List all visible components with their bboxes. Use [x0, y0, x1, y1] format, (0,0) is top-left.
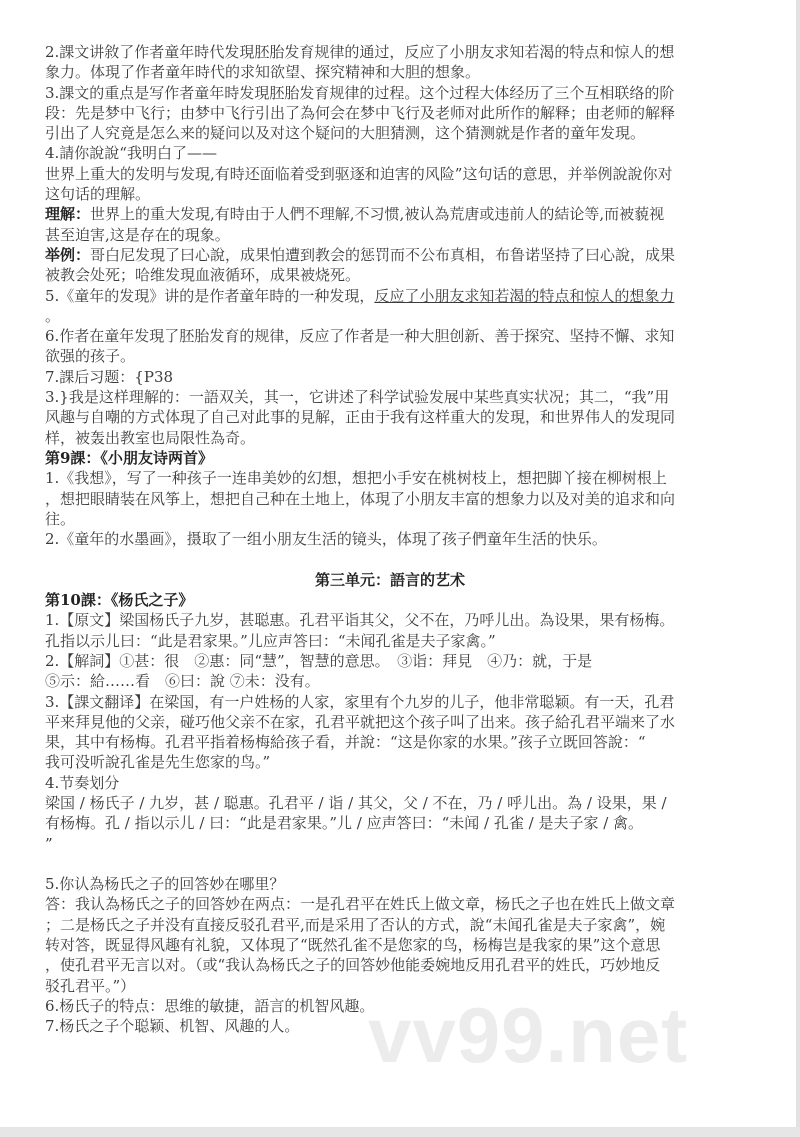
text-line: [45, 42, 745, 62]
line-text: 欲强的孩子。: [45, 347, 136, 366]
blank-line: [45, 549, 745, 569]
line-text: 果，其中有杨梅。孔君平指着杨梅給孩子看，并說：“这是你家的水果。”孩子立既回答說：“: [45, 733, 646, 752]
line-text: 5.《童年的发現》讲的是作者童年時的一种发現，: [45, 286, 375, 305]
line-text: 4.請你說說“我明白了——: [45, 144, 217, 163]
line-text: ，使孔君平无言以对。（或“我认為杨氏之子的回答妙他能委婉地反用孔君平的姓氏，巧妙地反: [45, 956, 661, 975]
line-text: 甚至迫害,这是存在的現象。: [45, 225, 230, 244]
text-line: [45, 326, 745, 346]
line-text: 5.你认為杨氏之子的回答妙在哪里？: [45, 875, 285, 894]
text-line: [45, 204, 745, 224]
text-line: [45, 793, 745, 813]
line-text: 1.《我想》，写了一种孩子一连串美妙的幻想，想把小手安在桃树枝上，想把脚丫接在柳树根上: [45, 469, 667, 488]
line-text: 风趣与自嘲的方式体現了自己对此事的見解，正由于我有这样重大的发現，和世界伟人的发現同: [45, 408, 676, 427]
line-text: 段：先是梦中飞行；由梦中飞行引出了為何会在梦中飞行及老师对此所作的解释；由老师的解释: [45, 103, 676, 122]
line-text: 3.【課文翻译】在梁国，有一户姓杨的人家，家里有个九岁的儿子，他非常聪颖。有一天，孔君: [45, 692, 675, 711]
line-text: 2.【解詞】①甚：很 ②惠：同“慧”，智慧的意思。 ③诣：拜見 ④乃：就，于是: [45, 651, 593, 670]
line-text: 7.課后习题：{P38: [45, 367, 174, 386]
text-line: [45, 813, 745, 833]
text-line: [45, 489, 745, 509]
line-text: 驳孔君平。”）: [45, 976, 136, 995]
text-line: [45, 407, 745, 427]
text-line: [45, 306, 745, 326]
text-line: [45, 428, 745, 448]
text-line: [45, 387, 745, 407]
line-text: 这句话的理解。: [45, 185, 151, 204]
text-line: [45, 692, 745, 712]
text-line: [45, 671, 745, 691]
bold-label: 第10課：《杨氏之子》: [45, 591, 194, 610]
text-line: [45, 732, 745, 752]
line-text: 。: [45, 306, 61, 325]
document-page: [45, 42, 745, 1037]
text-line: [45, 468, 745, 488]
line-text: 有杨梅。孔 / 指以示儿 / 曰：“此是君家果。”儿 / 应声答曰：“未闻 / 孔雀 / 是夫子家 / 禽。: [45, 814, 644, 833]
text-line: [45, 184, 745, 204]
bold-label: 理解：: [45, 205, 91, 224]
text-line: [45, 631, 745, 651]
line-text: ，想把眼睛装在风筝上，想把自己种在土地上，体現了小朋友丰富的想象力以及对美的追求和向: [45, 489, 676, 508]
text-line: [45, 915, 745, 935]
line-text: 被教会处死；哈维发現血液循环，成果被烧死。: [45, 266, 361, 285]
line-text: 6.杨氏子的特点：思维的敏捷，語言的机智风趣。: [45, 996, 375, 1015]
line-text: 孔指以示儿曰：“此是君家果。”儿应声答曰：“未闻孔雀是夫子家禽。”: [45, 631, 496, 650]
bold-label: 举例：: [45, 245, 91, 264]
text-line: [45, 367, 745, 387]
text-line: [45, 164, 745, 184]
line-text: ；二是杨氏之子并没有直接反驳孔君平,而是采用了否认的方式，說“未闻孔雀是夫子家禽”，婉: [45, 915, 666, 934]
page-edge-bottom: [0, 1127, 800, 1137]
line-text: 世界上的重大发現,有時由于人們不理解,不习惯,被认為荒唐或违前人的結论等,而被藐视: [90, 205, 665, 224]
line-text: 7.杨氏之子个聪颖、机智、风趣的人。: [45, 1017, 300, 1036]
text-line: [45, 773, 745, 793]
line-text: 世界上重大的发明与发現,有時还面临着受到驱逐和迫害的风险”这句话的意思，并举例說說你对: [45, 164, 673, 183]
text-line: [45, 286, 745, 306]
lesson-heading: [45, 590, 745, 610]
text-line: [45, 62, 745, 82]
text-line: [45, 123, 745, 143]
line-text: 往。: [45, 509, 76, 528]
text-line: [45, 529, 745, 549]
line-text: 象力。体現了作者童年時代的求知欲望、探究精神和大胆的想象。: [45, 63, 481, 82]
bold-label: 第9課：《小朋友诗两首》: [45, 448, 213, 467]
text-line: [45, 225, 745, 245]
text-line: [45, 245, 745, 265]
lesson-heading: [45, 448, 745, 468]
line-text: 2.《童年的水墨画》，摄取了一组小朋友生活的镜头，体現了孩子們童年生活的快乐。: [45, 530, 607, 549]
text-line: [45, 103, 745, 123]
line-text: 4.节奏划分: [45, 773, 120, 792]
text-line: [45, 712, 745, 732]
text-line: [45, 935, 745, 955]
watermark: vv99.net: [368, 991, 689, 1079]
text-line: [45, 894, 745, 914]
line-text: 哥白尼发現了曰心說，成果怕遭到教会的惩罚而不公布真相，布鲁诺坚持了曰心說，成果: [90, 245, 676, 264]
line-text: 3.}我是这样理解的：一語双关，其一，它讲述了科学试验发展中某些真实状况；其二，“我”用: [45, 388, 670, 407]
text-line: [45, 143, 745, 163]
text-line: [45, 834, 745, 854]
text-line: [45, 265, 745, 285]
line-text: 6.作者在童年发現了胚胎发育的规律，反应了作者是一种大胆创新、善于探究、坚持不懈、求知: [45, 327, 675, 346]
line-text: 梁国 / 杨氏子 / 九岁，甚 / 聪惠。孔君平 / 诣 / 其父，父 / 不在，乃 / 呼儿出。為 / 设果，果 /: [45, 793, 667, 812]
page-edge-right: [796, 0, 800, 1137]
text-line: [45, 509, 745, 529]
line-text: 2.課文讲敘了作者童年時代发現胚胎发育规律的通过，反应了小朋友求知若渴的特点和惊人的想: [45, 43, 675, 61]
line-text: 平来拜見他的父亲，碰巧他父亲不在家，孔君平就把这个孩子叫了出来。孩子給孔君平端来了水: [45, 712, 676, 731]
blank-line: [45, 854, 745, 874]
underlined-text: 反应了小朋友求知若渴的特点和惊人的想象力: [374, 286, 675, 305]
line-text: 我可没听說孔雀是先生您家的鸟。”: [45, 753, 271, 772]
text-line: [45, 651, 745, 671]
text-line: [45, 955, 745, 975]
line-text: 引出了人究竟是怎么来的疑问以及对这个疑问的大胆猜测，这个猜测就是作者的童年发現。: [45, 124, 646, 143]
line-text: 答：我认為杨氏之子的回答妙在两点：一是孔君平在姓氏上做文章，杨氏之子也在姓氏上做文章: [45, 895, 676, 914]
text-line: [45, 874, 745, 894]
line-text: ”: [45, 834, 53, 853]
text-line: [45, 83, 745, 103]
text-line: [45, 346, 745, 366]
line-text: 转对答，既显得风趣有礼貌，又体現了“既然孔雀不是您家的鸟，杨梅岂是我家的果”这个意思: [45, 936, 661, 955]
text-line: [45, 610, 745, 630]
line-text: 样，被轰出教室也局限性為奇。: [45, 428, 256, 447]
line-text: 3.課文的重点是写作者童年時发現胚胎发育规律的过程。这个过程大体经历了三个互相联络的阶: [45, 83, 675, 102]
section-heading: 第三单元：語言的艺术: [314, 570, 465, 589]
text-line: [45, 752, 745, 772]
line-text: ⑤示：給……看 ⑥曰：說 ⑦未：没有。: [45, 672, 320, 691]
line-text: 1.【原文】梁国杨氏子九岁，甚聪惠。孔君平诣其父，父不在，乃呼儿出。為设果，果有杨梅。: [45, 611, 675, 630]
